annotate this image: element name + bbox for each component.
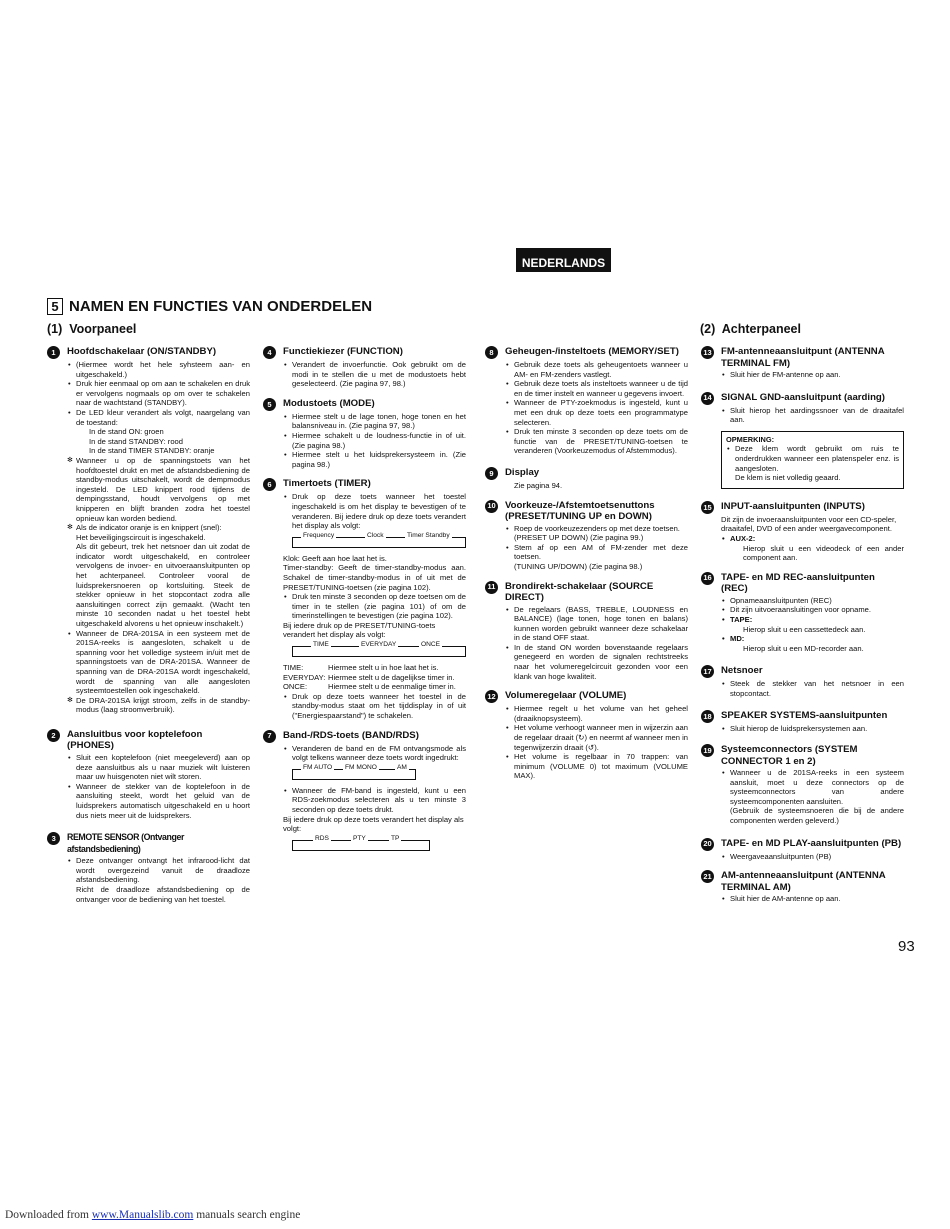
item-heading — [703, 837, 904, 851]
cycle-label: Timer Standby — [407, 531, 450, 539]
bullet: • Het volume is regelbaar in 70 trappen: van minimum (VOLUME 0) tot maximum (VOLUME MAX). — [514, 752, 688, 781]
bullet: • In de stand ON worden bovenstaande regelaars genegeerd en worden de signalen rechtstreeks naar het volumeregelcircuit gezonden voor een klank van hoge kwaliteit. — [514, 643, 688, 681]
asterisk-note: ✻ Als de indicator oranje is en knippert (snel): — [76, 523, 250, 533]
cycle-label: FM AUTO — [303, 763, 333, 771]
item-list — [721, 370, 904, 380]
bullet: • Deze klem wordt gebruikt om ruis te onderdrukken wanneer een platenspeler enz. is aangesloten. — [735, 444, 899, 473]
bullet-continuation: De klem is niet volledig geaard. — [735, 473, 841, 483]
item-heading — [703, 500, 904, 514]
item-inputs — [703, 500, 904, 563]
item-heading — [703, 870, 904, 893]
item-number: 6 — [263, 478, 276, 491]
item-number: 7 — [263, 730, 276, 743]
language-tab: NEDERLANDS — [516, 248, 611, 272]
definition-row — [283, 663, 466, 673]
item-list — [67, 856, 250, 904]
definition-row — [283, 673, 466, 683]
item-number: 1 — [47, 346, 60, 359]
item-list — [505, 605, 688, 682]
cycle-label: PTY — [353, 834, 366, 842]
note-title: OPMERKING: — [726, 434, 775, 444]
bullet: • (Hiermee wordt het hele syhsteem aan- en uitgeschakeld.) — [76, 360, 250, 379]
definition-value: Hiermee stelt u de eenmalige timer in. — [328, 682, 456, 692]
item-heading — [703, 571, 904, 595]
item-speaker-terminals — [703, 710, 904, 734]
item-list — [721, 768, 904, 826]
item-display — [489, 466, 688, 491]
item-heading — [703, 391, 904, 405]
page-number: 93 — [898, 938, 915, 955]
item-list — [283, 692, 466, 721]
bullet-value: Hierop sluit u een MD-recorder aan. — [743, 643, 864, 653]
definition-value: Hiermee stelt u de dagelijkse timer in. — [328, 672, 455, 682]
bullet: • Sluit hierop het aardingssnoer van de draaitafel aan. — [730, 406, 904, 425]
item-title: Timertoets (TIMER) — [283, 478, 371, 490]
bullet: • Deze ontvanger ontvangt het infrarood-licht dat wordt overgezeind vanuit de draadloze afstandsbediening. — [76, 856, 250, 885]
item-number: 10 — [485, 500, 498, 513]
bullet: • Druk op deze toets wanneer het toestel in de standby-modus staat om het tijddisplay in of uit ("Energiespaarstand") te schakelen. — [292, 692, 466, 721]
bullet: • Druk op deze toets wanneer het toestel ingeschakeld is om het display te bevestigen of te veranderen. Bij iedere druk op deze toets verandert het display als volgt: — [292, 492, 466, 530]
front-panel-title: Voorpaneel — [69, 322, 137, 336]
item-number: 18 — [701, 710, 714, 723]
bullet: • Wanneer de PTY-zoekmodus is ingesteld, kunt u met een druk op deze toets een programmatype selecteren. — [514, 398, 688, 427]
item-heading — [489, 466, 688, 480]
rear-panel-label: (2) — [700, 322, 716, 336]
bullet: • Hiermee schakelt u de loudness-functie in of uit. (Zie pagina 98.) — [292, 431, 466, 450]
item-heading — [703, 710, 904, 723]
section-title-text: NAMEN EN FUNCTIES VAN ONDERDELEN — [69, 298, 373, 315]
item-phones-jack — [51, 728, 250, 820]
item-list — [283, 592, 466, 621]
item-text: Dit zijn de invoeraansluitpunten voor een CD-speler, draaitafel, DVD of een ander weergavecomponent. — [721, 514, 897, 534]
bullet: • Wanneer u de 201SA-reeks in een systeem aansluit, moet u deze connectors op de systeemconnectors van andere systeemcomponenten aansluiten. — [730, 768, 904, 806]
item-number: 4 — [263, 346, 276, 359]
item-power-cord — [703, 665, 904, 698]
item-memory-set-button — [489, 346, 688, 456]
bullet-continuation: Richt de draadloze afstandsbediening op de ontvanger voor de bediening van het toestel. — [76, 884, 250, 904]
item-number: 16 — [701, 572, 714, 585]
manualslib-link[interactable]: www.Manualslib.com — [91, 1209, 194, 1221]
led-state: In de stand TIMER STANDBY: oranje — [89, 446, 215, 456]
cycle-label: TIME — [313, 641, 329, 649]
bullet: • Het volume verhoogt wanneer men in wijzerzin aan de regelaar draait (↻) en neermt af wanneer men in tegenwijzerzin draait (↺). — [514, 723, 688, 752]
cycle-label: EVERYDAY — [361, 641, 397, 649]
definition-key: EVERYDAY: — [283, 672, 326, 682]
item-title: Display — [505, 466, 540, 478]
item-title: Voorkeuze-/Afstemtoetsenuttons (PRESET/TUNING UP en DOWN) — [505, 499, 655, 523]
section-title — [47, 298, 372, 315]
item-title: Volumeregelaar (VOLUME) — [505, 690, 627, 702]
bullet-value: Hierop sluit u een cassettedeck aan. — [743, 624, 866, 634]
item-list — [721, 596, 904, 654]
item-heading — [51, 346, 250, 359]
bullet: • Steek de stekker van het netsnoer in een stopcontact. — [730, 679, 904, 698]
bullet-key: • AUX-2: — [730, 534, 904, 544]
bullet: • Stem af op een AM of FM-zender met deze toetsen. — [514, 543, 688, 562]
item-title: Aansluitbus voor koptelefoon (PHONES) — [67, 728, 203, 752]
item-title: TAPE- en MD REC-aansluitpunten (REC) — [721, 571, 875, 595]
led-state: In de stand ON: groen — [89, 427, 164, 437]
item-number: 9 — [485, 467, 498, 480]
bullet: • Roep de voorkeuzezenders op met deze toetsen. — [514, 524, 688, 534]
item-list — [721, 894, 904, 904]
item-fm-antenna-terminal — [703, 346, 904, 380]
bullet: • Gebruik deze toets als insteltoets wanneer u de tijd en de timer instelt en wanneer u gegevens invoert. — [514, 379, 688, 398]
item-heading — [703, 346, 904, 369]
item-title: Hoofdschakelaar (ON/STANDBY) — [67, 346, 217, 357]
item-list — [283, 786, 466, 815]
item-number: 15 — [701, 501, 714, 514]
item-title: Band-/RDS-toets (BAND/RDS) — [283, 729, 419, 741]
column-3 — [487, 346, 688, 790]
item-title: SPEAKER SYSTEMS-aansluitpunten — [721, 710, 888, 722]
item-source-direct-switch — [487, 580, 688, 682]
section-number: 5 — [47, 298, 63, 315]
bullet: • Wanneer de FM-band is ingesteld, kunt u een RDS-zoekmodus selecteren als u ten minste 3 seconden op deze toets drukt. — [292, 786, 466, 815]
item-title: Functiekiezer (FUNCTION) — [283, 346, 403, 357]
item-title: INPUT-aansluitpunten (INPUTS) — [721, 500, 865, 512]
item-heading — [703, 665, 904, 678]
cycle-label: ONCE — [421, 641, 441, 649]
bullet: • Weergaveaansluitpunten (PB) — [730, 852, 904, 862]
note-box — [721, 431, 904, 489]
bullet: • De regelaars (BASS, TREBLE, LOUDNESS en BALANCE) (lage tonen, hoge tonen en balans) kunnen worden gebruikt wanneer deze schakelaar in de stand OFF staat. — [514, 605, 688, 643]
item-list — [721, 852, 904, 862]
bullet: • Druk ten minste 3 seconden op deze toets om de functie van de PRESET/TUNING-toetsen te veranderen (Voorkeuzemodus of Afstemmodus). — [514, 427, 688, 456]
footer-suffix: manuals search engine — [193, 1209, 301, 1221]
rear-panel-heading — [700, 322, 801, 336]
item-title: FM-antenneaansluitpunt (ANTENNA TERMINAL FM) — [721, 346, 885, 369]
item-list — [721, 406, 904, 425]
band-cycle-diagram — [292, 763, 416, 780]
definition-row — [283, 682, 466, 692]
item-list — [283, 412, 466, 470]
bullet: • Druk ten minste 3 seconden op deze toetsen om de timer in te stellen (zie pagina 101) of om de timerinstellingen te bevestigen (zie pagina 102). — [292, 592, 466, 621]
item-list — [505, 704, 688, 781]
bullet: • Sluit een koptelefoon (niet meegeleverd) aan op deze aansluitbus als u naar muziek wilt luisteren maar uw huisgenoten niet wilt storen. — [76, 753, 250, 782]
item-am-antenna-terminal — [703, 870, 904, 904]
bullet: • Sluit hier de FM-antenne op aan. — [730, 370, 904, 380]
note-text: Als dit gebeurt, trek het netsnoer dan uit zodat de indicator wordt uitgeschakeld, en controleer vervolgens de invoer- en uitvoeraansluitpunten op het achterpaneel. Controleer vooral de luidsprekersnoeren op kortsluiting. Steek de stekker opnieuw in het stopcontact zodra alle aansluitingen correct zijn gemaakt. (Wacht ten minste 10 seconden nadat u het toestel hebt uitgeschakeld alvorens u het opnieuw inschakelt.) — [76, 542, 250, 629]
item-heading — [267, 346, 466, 359]
asterisk-note: ✻ De DRA-201SA krijgt stroom, zelfs in de standby-modus (laag stroomverbruik). — [76, 696, 250, 715]
led-state: In de stand STANDBY: rood — [89, 436, 183, 446]
bullet-continuation: (PRESET UP DOWN) (Zie pagina 99.) — [514, 533, 644, 543]
bullet: • Wanneer de stekker van de koptelefoon in de aansluiting steekt, wordt het geluid van de luidsprekers automatisch uitgeschakeld en u hoort dus niets meer uit de luidsprekers. — [76, 782, 250, 820]
item-band-rds-button — [267, 729, 466, 851]
item-list — [283, 360, 466, 389]
column-1 — [51, 346, 250, 913]
footer — [5, 1209, 300, 1221]
item-heading — [489, 346, 688, 359]
item-heading — [51, 832, 250, 855]
item-timer-button — [267, 478, 466, 721]
timer-cycle-diagram — [292, 641, 466, 657]
cycle-label: AM — [397, 763, 407, 771]
cycle-label: RDS — [315, 834, 329, 842]
bullet: • Opnameaansluitpunten (REC) — [730, 596, 904, 606]
item-heading — [267, 397, 466, 411]
item-list — [721, 724, 904, 734]
bullet: • Sluit hierop de luidsprekersystemen aan. — [730, 724, 904, 734]
bullet-continuation: Bij iedere druk op deze toets verandert het display als volgt: — [283, 814, 464, 834]
item-volume-control — [487, 690, 688, 781]
bullet: • Sluit hier de AM-antenne op aan. — [730, 894, 904, 904]
item-number: 19 — [701, 744, 714, 757]
bullet: • Verandert de invoerfunctie. Ook gebruikt om de modi in te stellen die u met de modustoets hebt geselecteerd. (Zie pagina 97, 98.) — [292, 360, 466, 389]
note-text: Het beveiligingscircuit is ingeschakeld. — [76, 532, 206, 542]
definition-value: Hiermee stelt u in hoe laat het is. — [328, 663, 439, 673]
item-title: Systeemconnectors (SYSTEM CONNECTOR 1 en 2) — [721, 744, 858, 767]
item-number: 20 — [701, 838, 714, 851]
item-list — [505, 524, 688, 572]
rds-cycle-diagram — [292, 834, 430, 851]
item-title: Netsnoer — [721, 665, 763, 677]
item-number: 12 — [485, 690, 498, 703]
rear-panel-title: Achterpaneel — [721, 322, 801, 336]
item-function-selector — [267, 346, 466, 389]
front-panel-heading — [47, 322, 136, 336]
item-title: Brondirekt-schakelaar (SOURCE DIRECT) — [505, 580, 654, 603]
definition-key: ONCE: — [283, 682, 308, 692]
item-number: 8 — [485, 346, 498, 359]
item-number: 11 — [485, 581, 498, 594]
item-heading — [703, 744, 904, 767]
item-heading — [267, 478, 466, 491]
bullet-continuation: Bij iedere druk op de PRESET/TUNING-toets verandert het display als volgt: — [283, 620, 436, 640]
item-play-terminals — [703, 837, 904, 862]
item-power-switch — [51, 346, 250, 715]
item-title: Modustoets (MODE) — [283, 397, 375, 409]
item-system-connectors — [703, 744, 904, 826]
footer-prefix: Downloaded from — [5, 1209, 92, 1221]
item-heading — [487, 499, 688, 523]
column-2 — [267, 346, 466, 860]
definition-text: Timer-standby: Geeft de timer-standby-modus aan. Schakel de timer-standby-modus in of uit met de PRESET/TUNING-toetsen (zie pagina 102). — [283, 563, 466, 592]
bullet-value: Hierop sluit u een videodeck of een ander component aan. — [743, 543, 904, 563]
column-4 — [703, 346, 904, 913]
item-signal-gnd — [703, 391, 904, 489]
item-heading — [487, 580, 688, 604]
item-title: Geheugen-/insteltoets (MEMORY/SET) — [505, 346, 679, 357]
bullet: • Hiermee stelt u de lage tonen, hoge tonen en het balansniveau in. (Zie pagina 97, 98.) — [292, 412, 466, 431]
note-list — [726, 444, 899, 482]
item-list — [283, 744, 466, 763]
asterisk-note: ✻ Wanneer u op de spanningstoets van het hoofdtoestel drukt en met de afstandsbediening de standby-modus uitschakelt, wordt de dempmodus ingesteld. De LED knippert rood tijdens de dempingsstand, houdt vervolgens op met knipperen en blijft branden zodra het toestel opnieuw kan worden bediend. — [76, 456, 250, 523]
display-cycle-diagram — [292, 531, 466, 548]
cycle-label: Frequency — [303, 531, 335, 539]
item-preset-tuning-buttons — [487, 499, 688, 572]
item-list — [721, 534, 904, 563]
item-rec-terminals — [703, 571, 904, 654]
bullet: • Hiermee regelt u het volume van het geheel (draaiknopsysteem). — [514, 704, 688, 723]
bullet-continuation: (Gebruik de systeemsnoeren die bij de andere componenten werden geleverd.) — [730, 806, 904, 826]
cycle-label: TP — [391, 834, 400, 842]
item-list — [67, 753, 250, 820]
definition-key: TIME: — [283, 663, 304, 673]
bullet: • Gebruik deze toets als geheugentoets wanneer u AM- en FM-zenders vastlegt. — [514, 360, 688, 379]
item-remote-sensor — [51, 832, 250, 904]
bullet: • Wanneer de DRA-201SA in een systeem met de 201SA-reeks is aangesloten, schakelt u de spanning voor het volledige systeem in/uit met de spanningstoets van de DRA-201SA. Wanneer de spanning van de DRA-201SA wordt ingeschakeld, wordt de spanning van alle aangesloten systeemtoestellen ook ingeschakeld. — [76, 629, 250, 696]
item-title: TAPE- en MD PLAY-aansluitpunten (PB) — [721, 837, 902, 849]
item-number: 3 — [47, 832, 60, 845]
bullet-key: • MD: — [730, 634, 904, 644]
item-heading — [487, 690, 688, 703]
item-number: 13 — [701, 346, 714, 359]
bullet: • De LED kleur verandert als volgt, naargelang van de toestand: — [76, 408, 250, 427]
bullet: • Hiermee stelt u het luidsprekersysteem in. (Zie pagina 98.) — [292, 450, 466, 469]
item-number: 17 — [701, 665, 714, 678]
bullet: • Dit zijn uitvoeraansluitingen voor opname. — [730, 605, 904, 615]
item-list — [67, 360, 250, 715]
item-number: 5 — [263, 398, 276, 411]
item-heading — [267, 729, 466, 743]
item-list — [721, 679, 904, 698]
bullet: • Druk hier eenmaal op om aan te schakelen en druk er vervolgens nogmaals op om over te schakelen naar de wachtstand (STANDBY). — [76, 379, 250, 408]
item-number: 2 — [47, 729, 60, 742]
definition-text: Klok: Geeft aan hoe laat het is. — [283, 553, 387, 563]
item-mode-button — [267, 397, 466, 470]
cycle-label: Clock — [367, 531, 384, 539]
item-number: 21 — [701, 870, 714, 883]
item-heading — [51, 728, 250, 752]
item-title: AM-antenneaansluitpunt (ANTENNA TERMINAL AM) — [721, 870, 886, 893]
bullet: • Veranderen de band en de FM ontvangsmode als volgt telkens wanneer deze toets wordt ingedrukt: — [292, 744, 466, 763]
cycle-label: FM MONO — [345, 763, 377, 771]
item-title: REMOTE SENSOR (Ontvanger afstandsbediening) — [67, 832, 184, 854]
item-number: 14 — [701, 392, 714, 405]
item-title: SIGNAL GND-aansluitpunt (aarding) — [721, 391, 885, 403]
bullet-continuation: (TUNING UP/DOWN) (Zie pagina 98.) — [514, 561, 643, 571]
front-panel-label: (1) — [47, 322, 63, 336]
bullet-key: • TAPE: — [730, 615, 904, 625]
item-list — [505, 360, 688, 456]
item-list — [283, 492, 466, 530]
item-text: Zie pagina 94. — [514, 480, 563, 490]
